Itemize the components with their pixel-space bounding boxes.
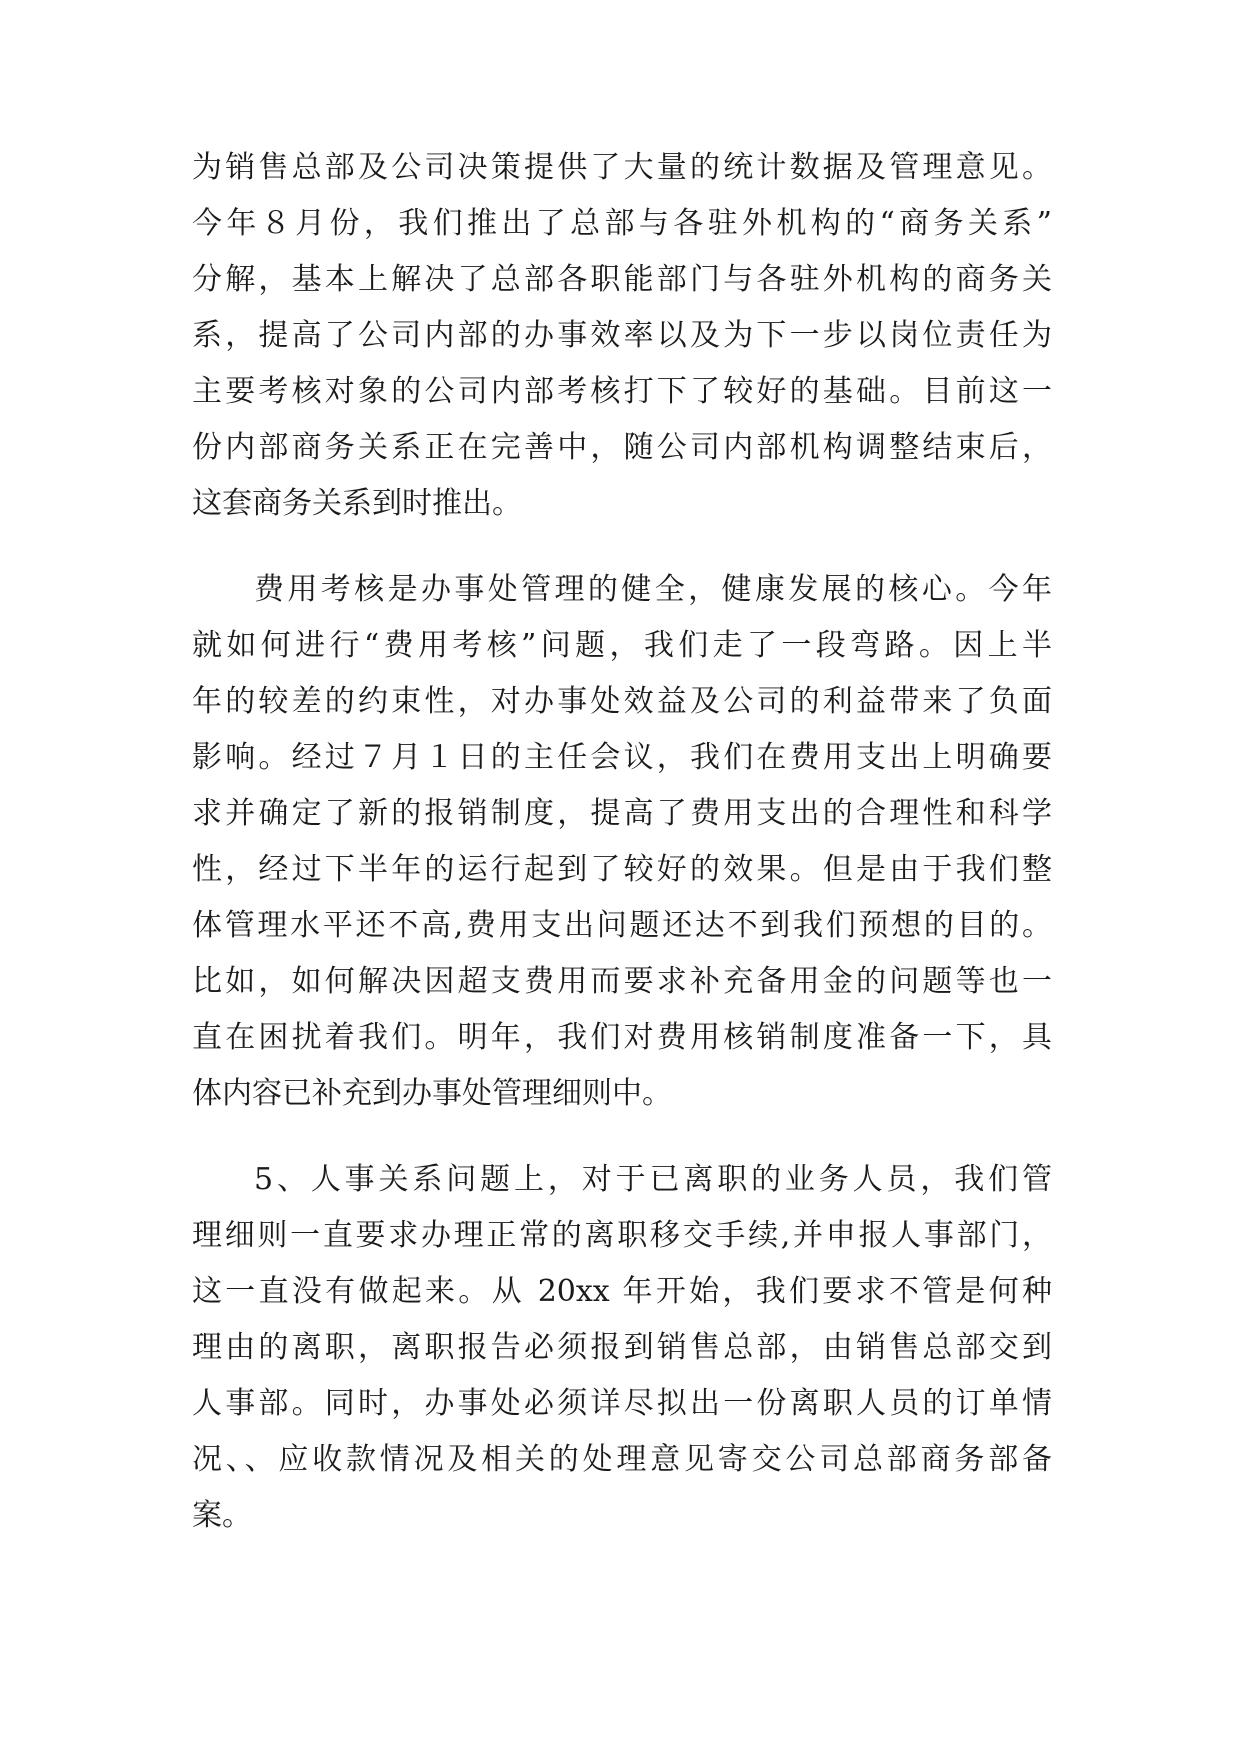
text-line: 年的较差的约束性，对办事处效益及公司的利益带来了负面 xyxy=(192,684,1052,719)
text-line: 今年８月份，我们推出了总部与各驻外机构的“商务关系” xyxy=(192,206,1052,241)
text-line: 为销售总部及公司决策提供了大量的统计数据及管理意见。 xyxy=(192,150,1052,185)
text-line: 理由的离职，离职报告必须报到销售总部，由销售总部交到 xyxy=(192,1330,1052,1365)
text-line: 直在困扰着我们。明年，我们对费用核销制度准备一下，具 xyxy=(192,1020,1052,1055)
text-line: 比如，如何解决因超支费用而要求补充备用金的问题等也一 xyxy=(192,964,1052,999)
text-line: 况、、应收款情况及相关的处理意见寄交公司总部商务部备 xyxy=(192,1442,1052,1477)
text-line: 就如何进行“费用考核”问题，我们走了一段弯路。因上半 xyxy=(192,628,1052,663)
text-line: 体管理水平还不高,费用支出问题还达不到我们预想的目的。 xyxy=(192,908,1052,943)
text-line: 性，经过下半年的运行起到了较好的效果。但是由于我们整 xyxy=(192,852,1052,887)
text-line: 这一直没有做起来。从 20xx 年开始，我们要求不管是何种 xyxy=(192,1274,1052,1309)
text-line: 系，提高了公司内部的办事效率以及为下一步以岗位责任为 xyxy=(192,318,1052,353)
text-line: 人事部。同时，办事处必须详尽拟出一份离职人员的订单情 xyxy=(192,1386,1052,1421)
text-line: 理细则一直要求办理正常的离职移交手续,并申报人事部门， xyxy=(192,1218,1052,1253)
text-line: 求并确定了新的报销制度，提高了费用支出的合理性和科学 xyxy=(192,796,1052,831)
text-line: 份内部商务关系正在完善中，随公司内部机构调整结束后， xyxy=(192,430,1052,465)
text-line: 体内容已补充到办事处管理细则中。 xyxy=(192,1076,672,1111)
paragraph-first-line: 费用考核是办事处管理的健全，健康发展的核心。今年 xyxy=(254,572,1052,607)
text-line: 分解，基本上解决了总部各职能部门与各驻外机构的商务关 xyxy=(192,262,1052,297)
text-line: 这套商务关系到时推出。 xyxy=(192,486,522,521)
text-line: 主要考核对象的公司内部考核打下了较好的基础。目前这一 xyxy=(192,374,1052,409)
paragraph-first-line: 5、人事关系问题上，对于已离职的业务人员，我们管 xyxy=(254,1162,1052,1197)
text-line: 案。 xyxy=(192,1498,252,1533)
text-line: 影响。经过７月１日的主任会议，我们在费用支出上明确要 xyxy=(192,740,1052,775)
